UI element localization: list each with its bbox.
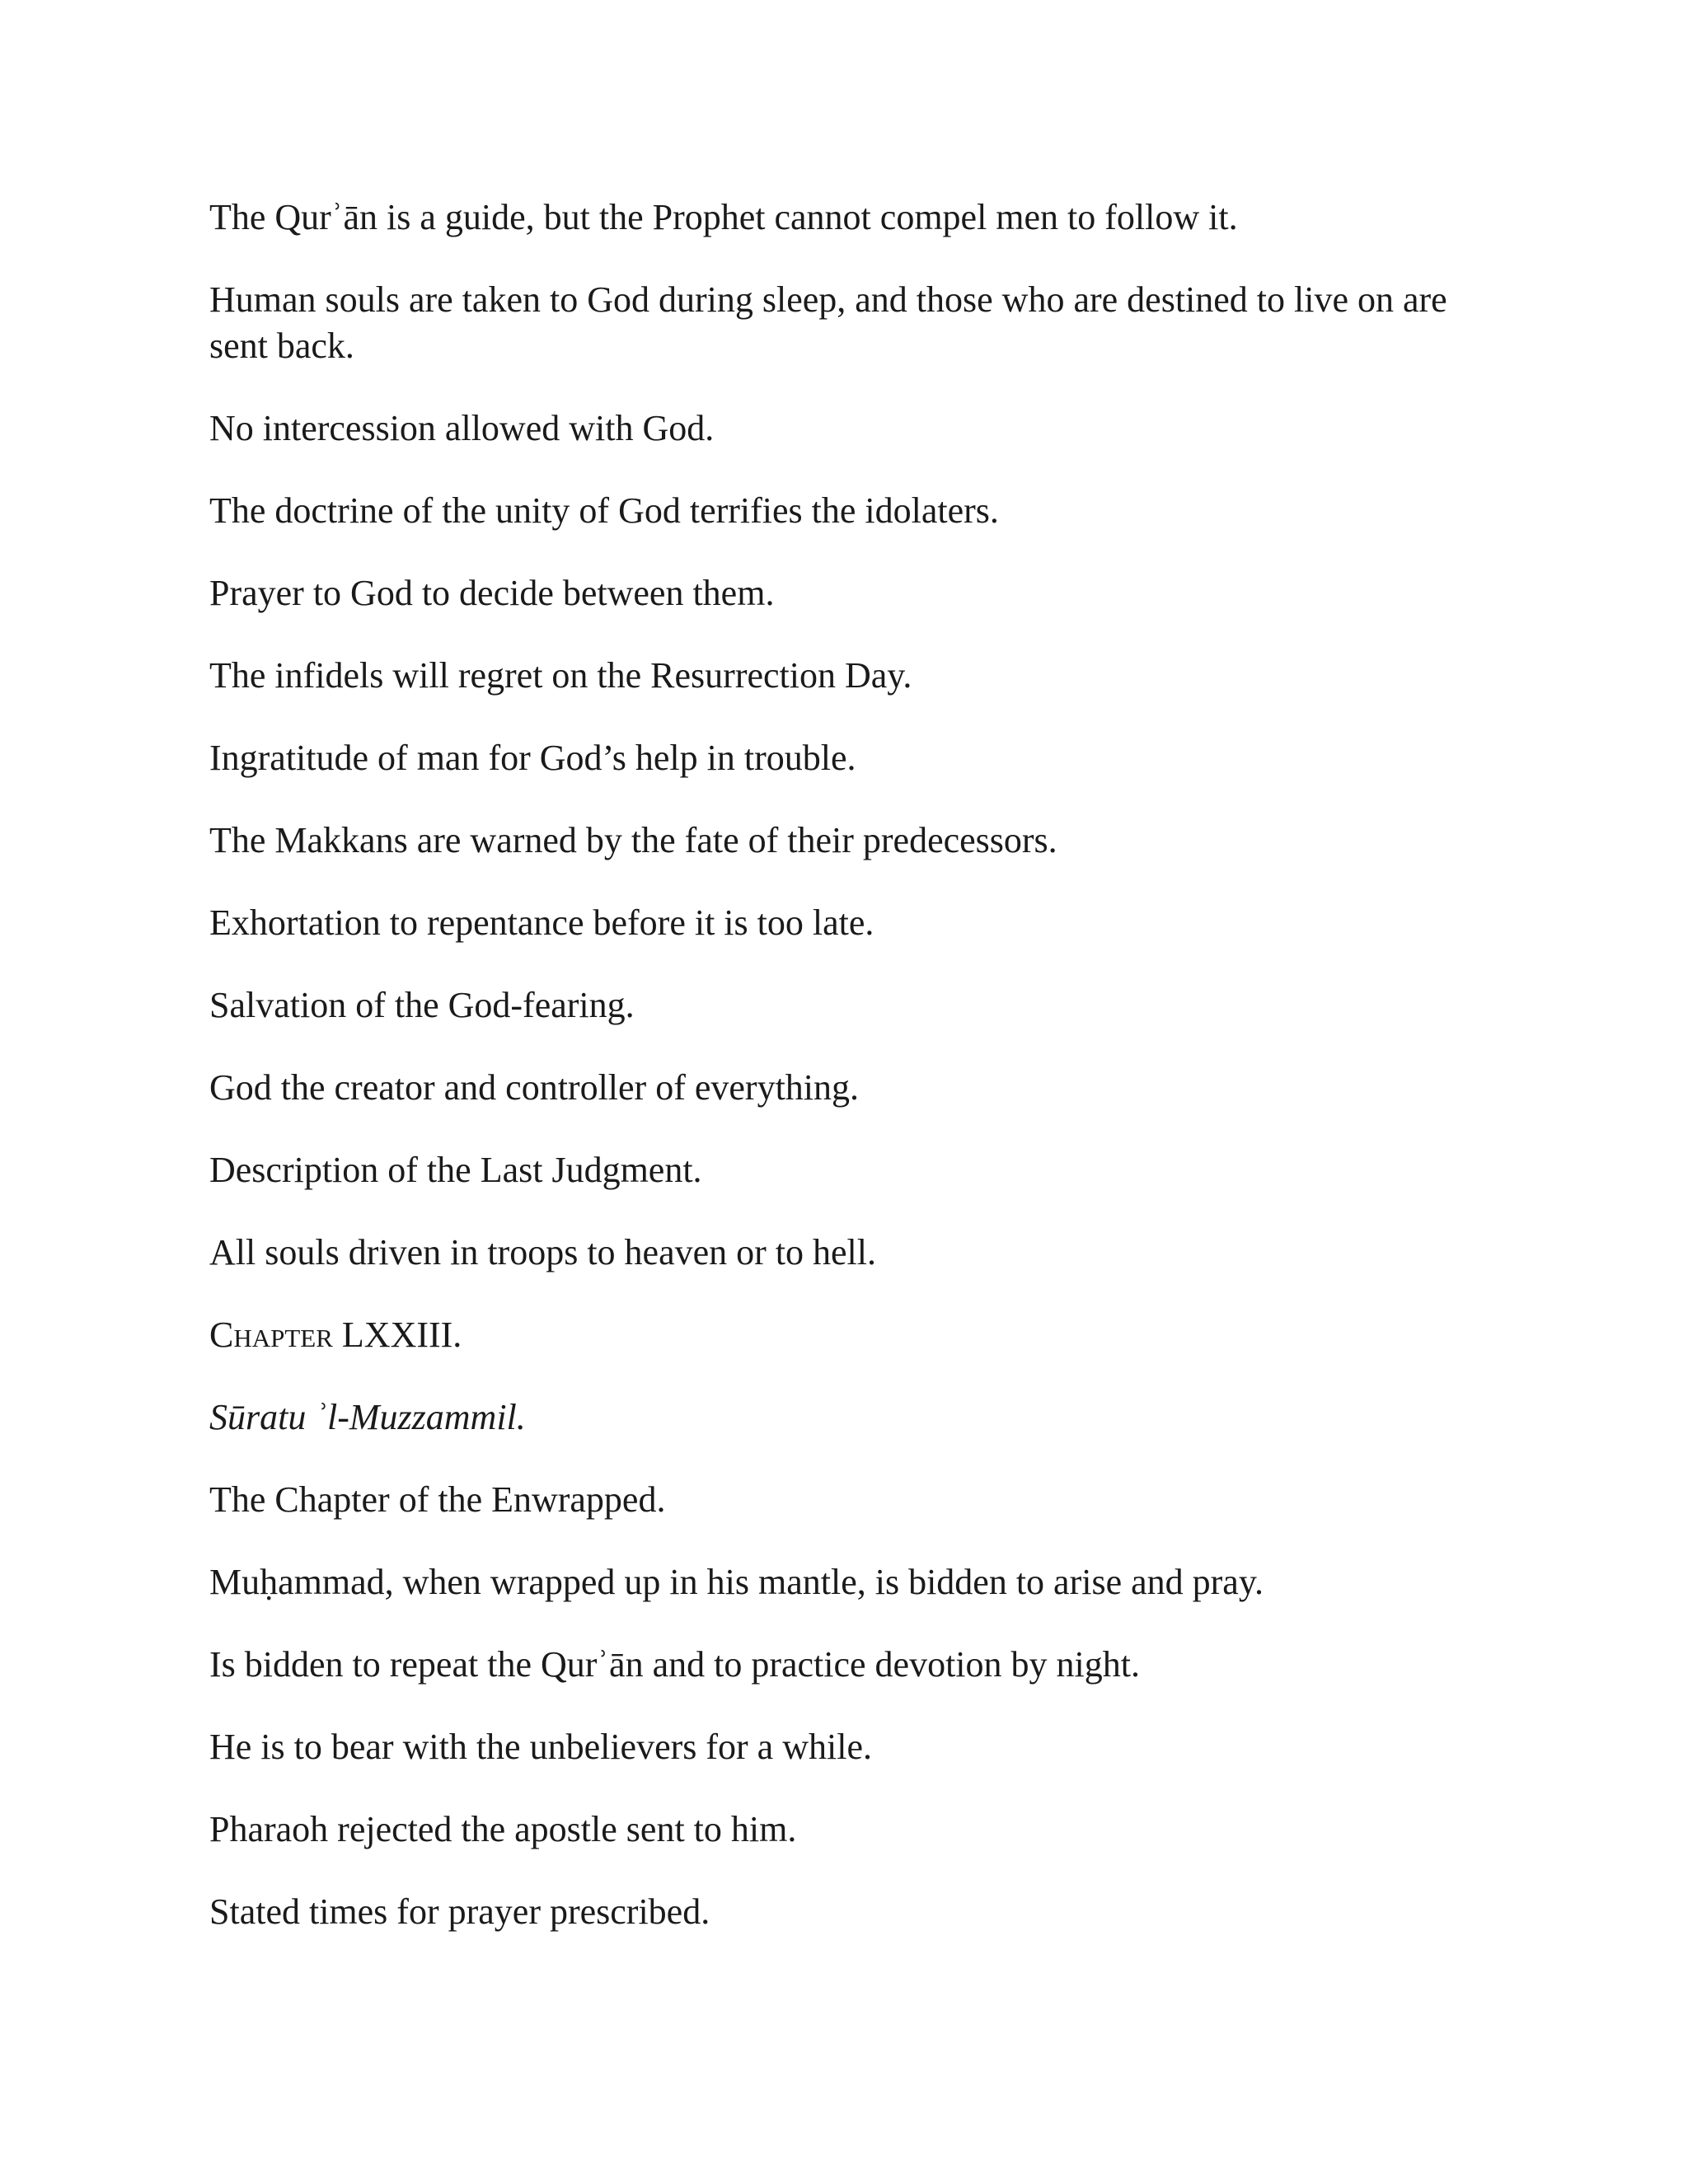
text-block xyxy=(209,194,1495,1971)
summary-line: Description of the Last Judgment. xyxy=(209,1150,702,1190)
chapter-heading: Chapter LXXIII. xyxy=(209,1315,462,1355)
summary-line: The Makkans are warned by the fate of their predecessors. xyxy=(209,820,1057,860)
summary-line: Ingratitude of man for God’s help in trouble. xyxy=(209,738,856,778)
summary-line: The infidels will regret on the Resurrection Day. xyxy=(209,655,912,696)
chapter-summary-line: Stated times for prayer prescribed. xyxy=(209,1891,710,1932)
chapter-summary-line: Pharaoh rejected the apostle sent to him. xyxy=(209,1809,797,1849)
summary-line: No intercession allowed with God. xyxy=(209,408,715,448)
summary-line: Prayer to God to decide between them. xyxy=(209,573,775,613)
summary-line: All souls driven in troops to heaven or to hell. xyxy=(209,1232,876,1272)
summary-line: Exhortation to repentance before it is too late. xyxy=(209,902,874,943)
summary-line: The Qurʾān is a guide, but the Prophet cannot compel men to follow it. xyxy=(209,197,1238,237)
chapter-arabic-title: Sūratu ʾl-Muzzammil. xyxy=(209,1397,526,1437)
chapter-summary-line: Is bidden to repeat the Qurʾān and to practice devotion by night. xyxy=(209,1644,1140,1685)
chapter-summary-line: Muḥammad, when wrapped up in his mantle, is bidden to arise and pray. xyxy=(209,1562,1264,1602)
summary-line: Salvation of the God-fearing. xyxy=(209,985,635,1025)
summary-line: Human souls are taken to God during sleep, and those who are destined to live on are sent back. xyxy=(209,279,1447,366)
chapter-english-title: The Chapter of the Enwrapped. xyxy=(209,1479,666,1520)
summary-line: God the creator and controller of everything. xyxy=(209,1067,860,1108)
chapter-summary-line: He is to bear with the unbelievers for a while. xyxy=(209,1727,872,1767)
summary-line: The doctrine of the unity of God terrifies the idolaters. xyxy=(209,490,999,531)
